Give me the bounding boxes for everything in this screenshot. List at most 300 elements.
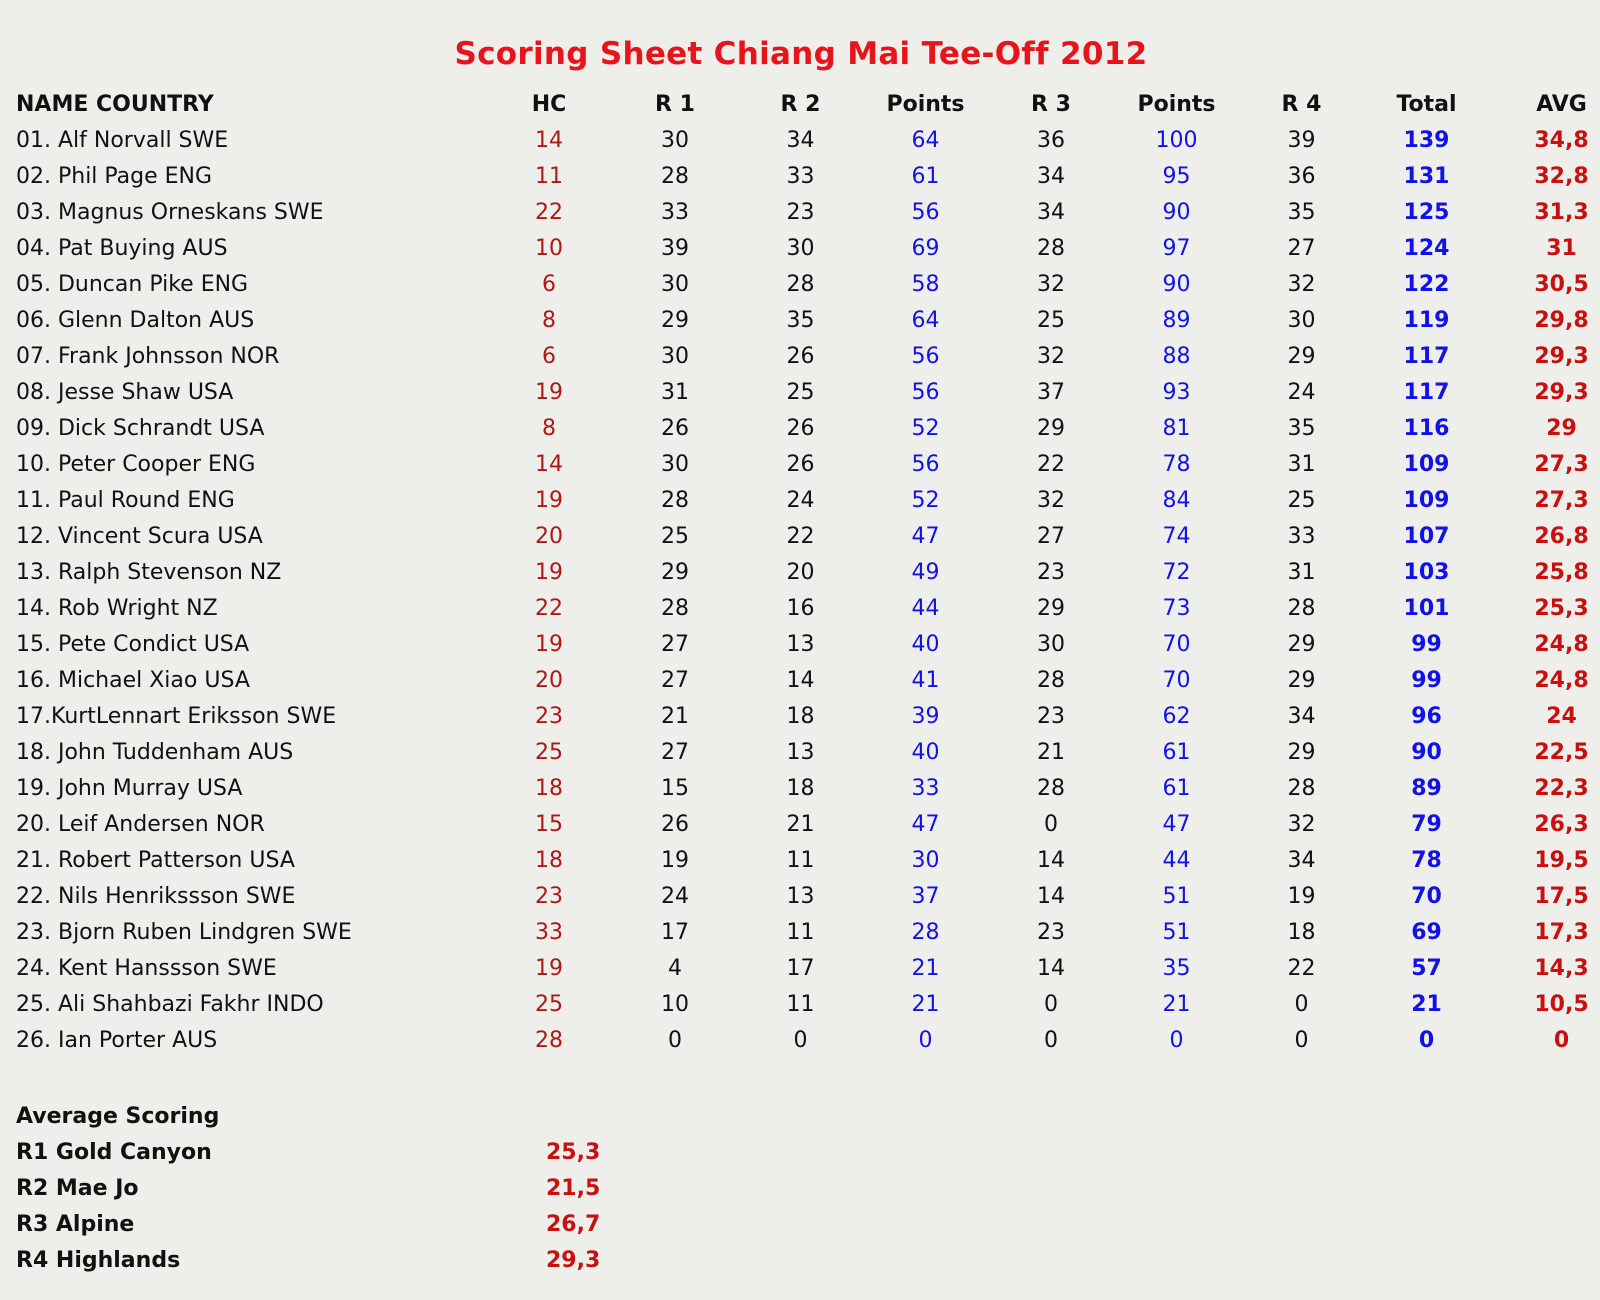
- total-cell: 109: [1403, 487, 1450, 513]
- total-cell: 131: [1403, 163, 1450, 189]
- points-1-cell: 37: [911, 883, 940, 909]
- round-1-cell: 4: [668, 955, 682, 981]
- points-2-cell: 70: [1162, 631, 1191, 657]
- round-1-cell: 0: [668, 1027, 682, 1053]
- round-4-cell: 0: [1294, 991, 1309, 1017]
- round-1-cell: 33: [661, 199, 689, 225]
- average-cell: 30,5: [1534, 271, 1589, 297]
- average-scoring-item: [16, 1170, 716, 1206]
- round-2-cell: 14: [786, 667, 815, 693]
- round-4-cell: 31: [1287, 451, 1316, 477]
- points-2-cell: 97: [1162, 235, 1191, 261]
- handicap-cell: 22: [535, 595, 563, 621]
- table-row: [16, 1022, 1600, 1058]
- player-name: 08. Jesse Shaw USA: [16, 379, 234, 405]
- table-row: [16, 914, 1600, 950]
- round-3-cell: 28: [1037, 667, 1065, 693]
- table-row: [16, 986, 1600, 1022]
- round-3-cell: 37: [1037, 379, 1065, 405]
- points-2-cell: 84: [1162, 487, 1191, 513]
- handicap-cell: 8: [542, 415, 556, 441]
- round-4-cell: 35: [1287, 199, 1316, 225]
- round-1-cell: 30: [661, 271, 689, 297]
- average-cell: 24,8: [1534, 631, 1589, 657]
- header-hc: HC: [531, 91, 567, 117]
- total-cell: 89: [1411, 775, 1442, 801]
- handicap-cell: 14: [535, 451, 563, 477]
- round-1-cell: 25: [661, 523, 689, 549]
- round-2-cell: 34: [786, 127, 815, 153]
- table-row: [16, 698, 1600, 734]
- points-1-cell: 44: [911, 595, 940, 621]
- round-4-cell: 28: [1287, 595, 1316, 621]
- round-4-cell: 29: [1287, 343, 1316, 369]
- total-cell: 107: [1403, 523, 1450, 549]
- total-cell: 79: [1411, 811, 1442, 837]
- course-label: R3 Alpine: [16, 1211, 135, 1237]
- player-name: 12. Vincent Scura USA: [16, 523, 263, 549]
- handicap-cell: 22: [535, 199, 563, 225]
- points-1-cell: 21: [911, 991, 940, 1017]
- player-name: 18. John Tuddenham AUS: [16, 739, 294, 765]
- points-2-cell: 95: [1162, 163, 1191, 189]
- points-2-cell: 89: [1162, 307, 1191, 333]
- round-1-cell: 19: [661, 847, 689, 873]
- total-cell: 119: [1403, 307, 1450, 333]
- table-row: [16, 626, 1600, 662]
- round-1-cell: 39: [661, 235, 689, 261]
- average-cell: 19,5: [1534, 847, 1589, 873]
- table-row: [16, 950, 1600, 986]
- total-cell: 124: [1403, 235, 1450, 261]
- table-row: [16, 266, 1600, 302]
- total-cell: 109: [1403, 451, 1450, 477]
- handicap-cell: 25: [535, 991, 563, 1017]
- table-row: [16, 158, 1600, 194]
- points-1-cell: 56: [911, 379, 940, 405]
- points-2-cell: 73: [1162, 595, 1191, 621]
- course-label: R4 Highlands: [16, 1247, 181, 1273]
- total-cell: 116: [1403, 415, 1450, 441]
- player-name: 03. Magnus Orneskans SWE: [16, 199, 324, 225]
- table-body: [16, 122, 1600, 1058]
- points-1-cell: 40: [911, 631, 940, 657]
- handicap-cell: 19: [535, 379, 563, 405]
- average-cell: 24: [1546, 703, 1577, 729]
- header-r3: R 3: [1031, 91, 1071, 117]
- points-1-cell: 64: [911, 307, 940, 333]
- points-2-cell: 88: [1162, 343, 1191, 369]
- points-1-cell: 56: [911, 343, 940, 369]
- round-3-cell: 23: [1037, 559, 1065, 585]
- average-scoring-item: [16, 1242, 716, 1278]
- round-3-cell: 32: [1037, 487, 1065, 513]
- round-4-cell: 29: [1287, 739, 1316, 765]
- average-cell: 29,8: [1534, 307, 1589, 333]
- points-1-cell: 49: [911, 559, 940, 585]
- points-2-cell: 100: [1155, 127, 1198, 153]
- points-2-cell: 72: [1162, 559, 1191, 585]
- round-1-cell: 27: [661, 667, 689, 693]
- handicap-cell: 23: [535, 883, 563, 909]
- player-name: 20. Leif Andersen NOR: [16, 811, 265, 837]
- round-3-cell: 29: [1037, 595, 1065, 621]
- points-1-cell: 41: [911, 667, 940, 693]
- player-name: 07. Frank Johnsson NOR: [16, 343, 280, 369]
- table-row: [16, 194, 1600, 230]
- total-cell: 117: [1403, 343, 1450, 369]
- round-4-cell: 39: [1287, 127, 1316, 153]
- points-1-cell: 61: [911, 163, 940, 189]
- table-row: [16, 410, 1600, 446]
- player-name: 11. Paul Round ENG: [16, 487, 235, 513]
- points-1-cell: 69: [911, 235, 940, 261]
- points-2-cell: 44: [1162, 847, 1191, 873]
- round-2-cell: 33: [786, 163, 815, 189]
- round-4-cell: 32: [1287, 811, 1316, 837]
- round-3-cell: 34: [1037, 163, 1065, 189]
- round-2-cell: 26: [786, 451, 815, 477]
- handicap-cell: 18: [535, 847, 563, 873]
- table-header: [16, 86, 1600, 122]
- round-4-cell: 22: [1287, 955, 1316, 981]
- round-2-cell: 13: [786, 631, 815, 657]
- total-cell: 101: [1403, 595, 1450, 621]
- round-1-cell: 28: [661, 163, 689, 189]
- score-table: [16, 86, 1600, 1058]
- round-1-cell: 29: [661, 559, 689, 585]
- average-cell: 31,3: [1534, 199, 1589, 225]
- round-2-cell: 16: [786, 595, 815, 621]
- average-cell: 26,8: [1534, 523, 1589, 549]
- round-1-cell: 28: [661, 595, 689, 621]
- handicap-cell: 20: [535, 667, 563, 693]
- player-name: 22. Nils Henrikssson SWE: [16, 883, 296, 909]
- player-name: 04. Pat Buying AUS: [16, 235, 228, 261]
- average-cell: 22,5: [1534, 739, 1589, 765]
- points-2-cell: 78: [1162, 451, 1191, 477]
- round-4-cell: 35: [1287, 415, 1316, 441]
- round-2-cell: 25: [786, 379, 815, 405]
- round-3-cell: 29: [1037, 415, 1065, 441]
- table-row: [16, 734, 1600, 770]
- round-3-cell: 27: [1037, 523, 1065, 549]
- points-1-cell: 47: [911, 523, 940, 549]
- round-4-cell: 28: [1287, 775, 1316, 801]
- round-1-cell: 29: [661, 307, 689, 333]
- round-1-cell: 28: [661, 487, 689, 513]
- round-3-cell: 30: [1037, 631, 1065, 657]
- handicap-cell: 6: [542, 271, 556, 297]
- average-scoring-title: Average Scoring: [16, 1103, 220, 1129]
- course-label: R1 Gold Canyon: [16, 1139, 212, 1165]
- round-3-cell: 28: [1037, 775, 1065, 801]
- average-cell: 29,3: [1534, 343, 1589, 369]
- handicap-cell: 10: [535, 235, 563, 261]
- points-1-cell: 52: [911, 415, 940, 441]
- round-4-cell: 34: [1287, 847, 1316, 873]
- total-cell: 0: [1418, 1027, 1435, 1053]
- total-cell: 99: [1411, 631, 1442, 657]
- table-row: [16, 806, 1600, 842]
- average-cell: 17,5: [1534, 883, 1589, 909]
- average-cell: 25,8: [1534, 559, 1589, 585]
- round-4-cell: 19: [1287, 883, 1316, 909]
- course-average-value: 26,7: [546, 1211, 601, 1237]
- handicap-cell: 33: [535, 919, 563, 945]
- round-1-cell: 27: [661, 631, 689, 657]
- handicap-cell: 25: [535, 739, 563, 765]
- table-row: [16, 122, 1600, 158]
- average-cell: 27,3: [1534, 487, 1589, 513]
- points-1-cell: 40: [911, 739, 940, 765]
- average-cell: 34,8: [1534, 127, 1589, 153]
- total-cell: 99: [1411, 667, 1442, 693]
- round-1-cell: 30: [661, 451, 689, 477]
- header-r2: R 2: [780, 91, 821, 117]
- round-4-cell: 25: [1287, 487, 1316, 513]
- handicap-cell: 18: [535, 775, 563, 801]
- round-3-cell: 23: [1037, 703, 1065, 729]
- round-3-cell: 25: [1037, 307, 1065, 333]
- points-2-cell: 21: [1162, 991, 1191, 1017]
- round-4-cell: 29: [1287, 667, 1316, 693]
- round-3-cell: 14: [1037, 955, 1065, 981]
- header-points-1: Points: [886, 91, 965, 117]
- round-2-cell: 26: [786, 415, 815, 441]
- round-3-cell: 28: [1037, 235, 1065, 261]
- average-cell: 0: [1553, 1027, 1570, 1053]
- header-r4: R 4: [1281, 91, 1322, 117]
- player-name: 17.KurtLennart Eriksson SWE: [16, 703, 337, 729]
- round-2-cell: 26: [786, 343, 815, 369]
- points-1-cell: 52: [911, 487, 940, 513]
- points-1-cell: 39: [911, 703, 940, 729]
- round-3-cell: 0: [1044, 1027, 1058, 1053]
- header-avg: AVG: [1536, 91, 1587, 117]
- total-cell: 57: [1411, 955, 1442, 981]
- handicap-cell: 23: [535, 703, 563, 729]
- table-row: [16, 230, 1600, 266]
- round-4-cell: 34: [1287, 703, 1316, 729]
- average-scoring-heading: [16, 1098, 716, 1134]
- points-2-cell: 90: [1162, 271, 1191, 297]
- round-3-cell: 34: [1037, 199, 1065, 225]
- points-2-cell: 90: [1162, 199, 1191, 225]
- average-cell: 25,3: [1534, 595, 1589, 621]
- average-scoring-item: [16, 1206, 716, 1242]
- points-1-cell: 56: [911, 199, 940, 225]
- round-2-cell: 21: [786, 811, 815, 837]
- points-1-cell: 56: [911, 451, 940, 477]
- table-row: [16, 590, 1600, 626]
- points-2-cell: 70: [1162, 667, 1191, 693]
- total-cell: 70: [1411, 883, 1442, 909]
- header-points-2: Points: [1137, 91, 1216, 117]
- header-r1: R 1: [655, 91, 695, 117]
- player-name: 05. Duncan Pike ENG: [16, 271, 249, 297]
- round-2-cell: 11: [786, 991, 815, 1017]
- points-2-cell: 61: [1162, 739, 1191, 765]
- round-1-cell: 24: [661, 883, 689, 909]
- round-2-cell: 24: [786, 487, 815, 513]
- round-2-cell: 23: [786, 199, 815, 225]
- handicap-cell: 20: [535, 523, 563, 549]
- player-name: 21. Robert Patterson USA: [16, 847, 295, 873]
- table-row: [16, 446, 1600, 482]
- total-cell: 90: [1411, 739, 1442, 765]
- round-4-cell: 36: [1287, 163, 1316, 189]
- points-2-cell: 35: [1162, 955, 1191, 981]
- header-row: [16, 86, 1600, 122]
- average-scoring-item: [16, 1134, 716, 1170]
- round-1-cell: 21: [661, 703, 689, 729]
- round-2-cell: 18: [786, 775, 815, 801]
- total-cell: 96: [1411, 703, 1442, 729]
- points-2-cell: 74: [1162, 523, 1191, 549]
- round-2-cell: 13: [786, 883, 815, 909]
- average-cell: 22,3: [1534, 775, 1589, 801]
- handicap-cell: 19: [535, 559, 563, 585]
- average-cell: 14,3: [1534, 955, 1589, 981]
- points-2-cell: 93: [1162, 379, 1191, 405]
- points-2-cell: 51: [1162, 919, 1191, 945]
- total-cell: 78: [1411, 847, 1442, 873]
- points-2-cell: 62: [1162, 703, 1191, 729]
- round-1-cell: 30: [661, 343, 689, 369]
- course-average-value: 21,5: [546, 1175, 601, 1201]
- round-3-cell: 14: [1037, 883, 1065, 909]
- points-1-cell: 28: [911, 919, 940, 945]
- handicap-cell: 19: [535, 487, 563, 513]
- table-row: [16, 338, 1600, 374]
- round-1-cell: 10: [661, 991, 689, 1017]
- points-1-cell: 58: [911, 271, 940, 297]
- average-cell: 24,8: [1534, 667, 1589, 693]
- round-3-cell: 36: [1037, 127, 1065, 153]
- player-name: 15. Pete Condict USA: [16, 631, 250, 657]
- round-1-cell: 27: [661, 739, 689, 765]
- points-2-cell: 81: [1162, 415, 1191, 441]
- table-row: [16, 302, 1600, 338]
- round-4-cell: 0: [1294, 1027, 1309, 1053]
- points-1-cell: 30: [911, 847, 940, 873]
- average-cell: 27,3: [1534, 451, 1589, 477]
- round-4-cell: 24: [1287, 379, 1316, 405]
- header-total: Total: [1396, 91, 1457, 117]
- total-cell: 69: [1411, 919, 1442, 945]
- round-3-cell: 22: [1037, 451, 1065, 477]
- course-label: R2 Mae Jo: [16, 1175, 139, 1201]
- round-1-cell: 30: [661, 127, 689, 153]
- round-1-cell: 26: [661, 811, 689, 837]
- total-cell: 125: [1403, 199, 1450, 225]
- points-1-cell: 21: [911, 955, 940, 981]
- points-1-cell: 33: [911, 775, 940, 801]
- round-4-cell: 31: [1287, 559, 1316, 585]
- round-1-cell: 26: [661, 415, 689, 441]
- course-average-value: 25,3: [546, 1139, 601, 1165]
- player-name: 09. Dick Schrandt USA: [16, 415, 265, 441]
- average-cell: 26,3: [1534, 811, 1589, 837]
- round-3-cell: 0: [1044, 991, 1058, 1017]
- average-scoring-list: [16, 1134, 716, 1278]
- total-cell: 117: [1403, 379, 1450, 405]
- player-name: 10. Peter Cooper ENG: [16, 451, 256, 477]
- handicap-cell: 11: [535, 163, 563, 189]
- round-1-cell: 17: [661, 919, 689, 945]
- round-2-cell: 11: [786, 919, 815, 945]
- round-4-cell: 18: [1287, 919, 1316, 945]
- round-4-cell: 33: [1287, 523, 1316, 549]
- round-2-cell: 13: [786, 739, 815, 765]
- total-cell: 21: [1411, 991, 1442, 1017]
- round-4-cell: 27: [1287, 235, 1316, 261]
- round-2-cell: 20: [786, 559, 815, 585]
- table-row: [16, 842, 1600, 878]
- course-average-value: 29,3: [546, 1247, 601, 1273]
- average-cell: 10,5: [1534, 991, 1589, 1017]
- round-4-cell: 29: [1287, 631, 1316, 657]
- table-row: [16, 554, 1600, 590]
- player-name: 19. John Murray USA: [16, 775, 243, 801]
- table-row: [16, 878, 1600, 914]
- average-cell: 29,3: [1534, 379, 1589, 405]
- points-1-cell: 47: [911, 811, 940, 837]
- header-name-country: NAME COUNTRY: [16, 91, 214, 117]
- player-name: 02. Phil Page ENG: [16, 163, 213, 189]
- round-4-cell: 32: [1287, 271, 1316, 297]
- player-name: 24. Kent Hanssson SWE: [16, 955, 277, 981]
- total-cell: 139: [1403, 127, 1450, 153]
- player-name: 16. Michael Xiao USA: [16, 667, 250, 693]
- round-3-cell: 32: [1037, 343, 1065, 369]
- table-row: [16, 374, 1600, 410]
- round-3-cell: 32: [1037, 271, 1065, 297]
- handicap-cell: 14: [535, 127, 563, 153]
- round-2-cell: 28: [786, 271, 815, 297]
- round-3-cell: 14: [1037, 847, 1065, 873]
- round-1-cell: 15: [661, 775, 689, 801]
- round-3-cell: 23: [1037, 919, 1065, 945]
- total-cell: 103: [1403, 559, 1450, 585]
- points-1-cell: 64: [911, 127, 940, 153]
- round-2-cell: 11: [786, 847, 815, 873]
- player-name: 13. Ralph Stevenson NZ: [16, 559, 282, 585]
- average-scoring-section: [16, 1098, 716, 1278]
- table-row: [16, 770, 1600, 806]
- points-1-cell: 0: [918, 1027, 933, 1053]
- table-row: [16, 518, 1600, 554]
- round-1-cell: 31: [661, 379, 689, 405]
- handicap-cell: 8: [542, 307, 556, 333]
- points-2-cell: 47: [1162, 811, 1191, 837]
- average-cell: 32,8: [1534, 163, 1589, 189]
- page-title: Scoring Sheet Chiang Mai Tee-Off 2012: [454, 36, 1148, 72]
- round-2-cell: 17: [786, 955, 815, 981]
- player-name: 23. Bjorn Ruben Lindgren SWE: [16, 919, 352, 945]
- handicap-cell: 15: [535, 811, 563, 837]
- handicap-cell: 28: [535, 1027, 563, 1053]
- round-2-cell: 35: [786, 307, 815, 333]
- player-name: 01. Alf Norvall SWE: [16, 127, 229, 153]
- round-2-cell: 22: [786, 523, 815, 549]
- round-3-cell: 21: [1037, 739, 1065, 765]
- player-name: 06. Glenn Dalton AUS: [16, 307, 255, 333]
- round-2-cell: 18: [786, 703, 815, 729]
- handicap-cell: 6: [542, 343, 556, 369]
- player-name: 26. Ian Porter AUS: [16, 1027, 218, 1053]
